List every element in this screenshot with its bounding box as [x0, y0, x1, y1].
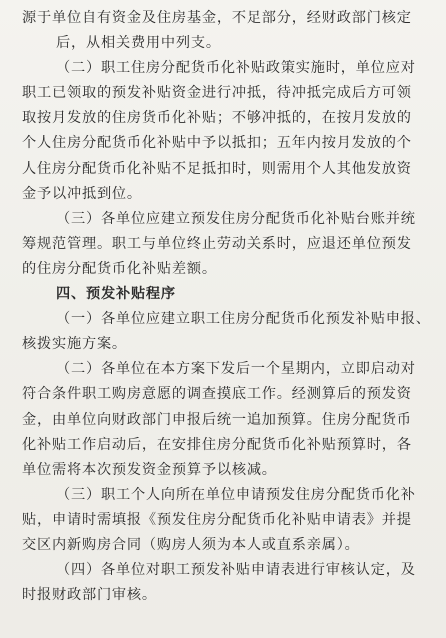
paragraph-line: 核拨实施方案。	[22, 336, 127, 353]
paragraph-line: 化补贴工作启动后，在安排住房分配货币化补贴预算时，各	[22, 436, 412, 453]
paragraph-line: （二）职工住房分配货币化补贴政策实施时，单位应对	[56, 60, 416, 77]
paragraph-line: 个人住房分配货币化补贴中予以抵扣；五年内按月发放的个	[22, 135, 412, 152]
paragraph-line: （三）职工个人向所在单位申请预发住房分配货币化补	[56, 486, 416, 503]
section-heading: 四、预发补贴程序	[56, 286, 176, 303]
paragraph-line: 源于单位自有资金及住房基金，不足部分，经财政部门核定	[22, 10, 412, 26]
paragraph-line: 贴，申请时需填报《预发住房分配货币化补贴申请表》并提	[22, 511, 412, 528]
paragraph-line: 筹规范管理。职工与单位终止劳动关系时，应退还单位预发	[22, 235, 412, 252]
paragraph-line: 时报财政部门审核。	[22, 587, 157, 604]
paragraph-line: 金予以冲抵到位。	[22, 185, 142, 202]
paragraph-line: （四）各单位对职工预发补贴申请表进行审核认定，及	[56, 562, 416, 579]
paragraph-line: 后，从相关费用中列支。	[56, 35, 221, 52]
paragraph-line: 的住房分配货币化补贴差额。	[22, 260, 217, 277]
paragraph-line: （一）各单位应建立职工住房分配货币化预发补贴申报、	[56, 311, 431, 328]
paragraph-line: 人住房分配货币化补贴不足抵扣时，则需用个人其他发放资	[22, 160, 412, 177]
paragraph-line: （二）各单位在本方案下发后一个星期内，立即启动对	[56, 361, 416, 378]
document-body	[22, 6, 432, 608]
paragraph-line: 取按月发放的住房货币化补贴；不够冲抵的，在按月发放的	[22, 110, 412, 127]
paragraph-line: 单位需将本次预发资金预算予以核减。	[22, 461, 277, 478]
paragraph-line: 符合条件职工购房意愿的调查摸底工作。经测算后的预发资	[22, 386, 412, 403]
paragraph-line: （三）各单位应建立预发住房分配货币化补贴台账并统	[56, 210, 416, 227]
paragraph-line: 金，由单位向财政部门申报后统一追加预算。住房分配货币	[22, 411, 412, 428]
paragraph-line: 职工已领取的预发补贴资金进行冲抵，待冲抵完成后方可领	[22, 85, 412, 102]
paragraph-line: 交区内新购房合同（购房人须为本人或直系亲属）。	[22, 536, 360, 553]
